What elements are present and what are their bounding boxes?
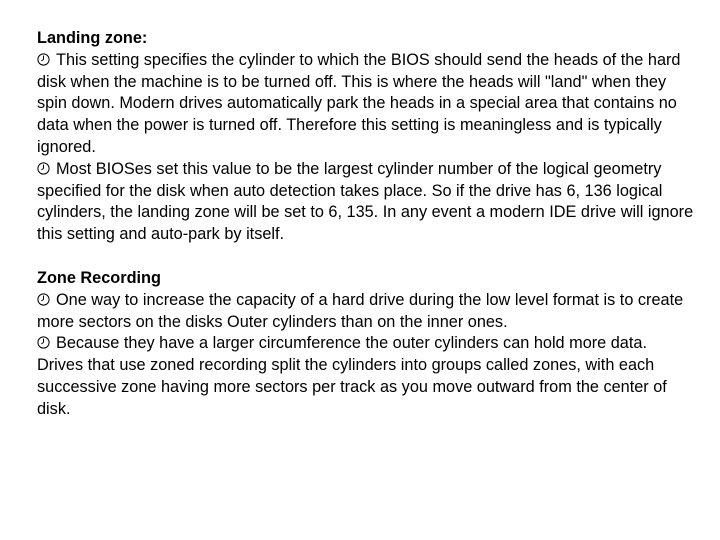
paragraph-text: Because they have a larger circumference the outer cylinders can hold more data. Drives that use zoned recording split the cylinders into groups called zones, with each successive zone having more sectors per track as you move outward from the center of disk. bbox=[37, 334, 667, 418]
clock-bullet-icon bbox=[37, 336, 50, 349]
bullet-paragraph bbox=[37, 159, 697, 246]
bullet-paragraph bbox=[37, 50, 697, 159]
bullet-paragraph bbox=[37, 333, 697, 420]
document-body bbox=[37, 28, 697, 421]
clock-bullet-icon bbox=[37, 293, 50, 306]
bullet-paragraph bbox=[37, 290, 697, 334]
paragraph-text: One way to increase the capacity of a hard drive during the low level format is to create more sectors on the disks Outer cylinders than on the inner ones. bbox=[37, 290, 684, 331]
clock-bullet-icon bbox=[37, 53, 50, 66]
section-divider-space bbox=[37, 246, 697, 268]
section-heading: Landing zone: bbox=[37, 29, 148, 47]
section-landing-zone bbox=[37, 28, 697, 246]
section-zone-recording bbox=[37, 268, 697, 421]
paragraph-text: This setting specifies the cylinder to which the BIOS should send the heads of the hard disk when the machine is to be turned off. This is where the heads will "land" when they spin down. Modern drives automatically park the heads in a special area that contains no data when the power is turned off. Therefore this setting is meaningless and is typically ignored. bbox=[37, 50, 681, 156]
clock-bullet-icon bbox=[37, 162, 50, 175]
paragraph-text: Most BIOSes set this value to be the largest cylinder number of the logical geometry specified for the disk when auto detection takes place. So if the drive has 6, 136 logical cylinders, the landing zone will be set to 6, 135. In any event a modern IDE drive will ignore this setting and auto-park by itself. bbox=[37, 159, 694, 244]
section-heading: Zone Recording bbox=[37, 268, 161, 287]
